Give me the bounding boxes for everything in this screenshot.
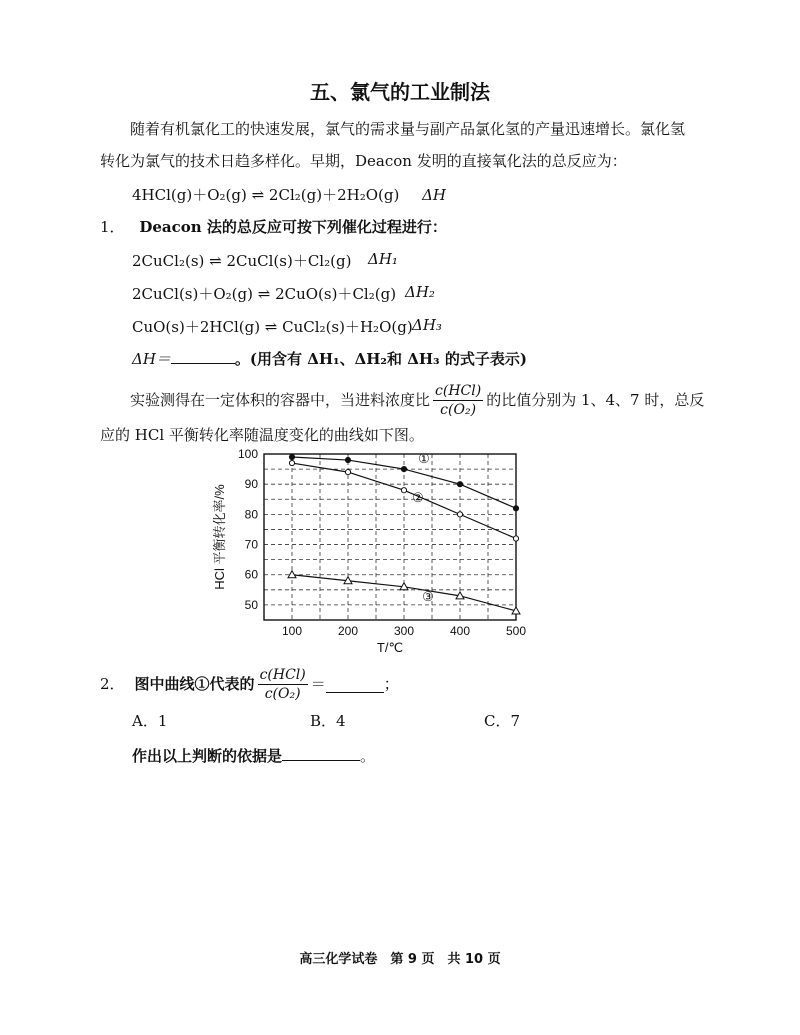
- data-point: [289, 454, 294, 459]
- x-tick-label: 500: [505, 624, 527, 638]
- y-tick-label: 90: [244, 477, 258, 492]
- q2-fraction-denominator: c(O₂): [264, 685, 301, 702]
- y-axis-label: HCl 平衡转化率/%: [212, 484, 227, 590]
- q2-fraction-numerator: c(HCl): [259, 666, 306, 683]
- dh-suffix: 。(用含有 ΔH₁、ΔH₂和 ΔH₃ 的式子表示): [234, 350, 527, 368]
- step-2-dh: ΔH₂: [405, 283, 435, 301]
- x-tick-label: 400: [449, 624, 471, 638]
- question-1-number: 1．: [100, 218, 125, 236]
- q2-end: ；: [383, 675, 399, 693]
- data-point: [401, 466, 406, 471]
- data-point: [288, 571, 296, 578]
- x-tick-label: 300: [393, 624, 415, 638]
- option-c[interactable]: C．7: [484, 712, 521, 730]
- main-equation: [132, 184, 446, 205]
- experiment-text-b: 的比值分别为 1、4、7 时，总反: [486, 391, 705, 409]
- experiment-text-line: [130, 378, 704, 422]
- step-3-formula: CuO(s)＋2HCl(g) ⇌ CuCl₂(s)＋H₂O(g): [132, 318, 413, 336]
- data-point: [513, 506, 518, 511]
- series-label: ③: [422, 588, 434, 604]
- option-a[interactable]: A．1: [132, 712, 168, 730]
- basis-text: 作出以上判断的依据是: [132, 747, 283, 765]
- question-2: [100, 662, 399, 706]
- concentration-ratio-fraction: [433, 382, 483, 419]
- data-point: [513, 536, 518, 541]
- intro-line-1: 随着有机氯化工的快速发展，氯气的需求量与副产品氯化氢的产量迅速增长。氯化氢: [130, 120, 686, 138]
- q2-equals: ＝: [310, 675, 326, 693]
- basis-line: [132, 744, 375, 767]
- chart-labels: [212, 447, 526, 655]
- plot-frame: [264, 454, 516, 620]
- experiment-text-c: 应的 HCl 平衡转化率随温度变化的曲线如下图。: [100, 426, 424, 444]
- series-label: ②: [412, 490, 424, 506]
- step-3-dh: ΔH₃: [412, 316, 442, 334]
- x-tick-label: 200: [337, 624, 359, 638]
- section-title: 五、氯气的工业制法: [310, 80, 490, 104]
- y-tick-label: 60: [244, 567, 258, 582]
- data-point: [401, 488, 406, 493]
- page-footer: 高三化学试卷 第 9 页 共 10 页: [299, 952, 501, 967]
- data-point: [345, 470, 350, 475]
- question-2-number: 2．: [100, 675, 125, 693]
- series-label: ①: [418, 451, 430, 467]
- y-tick-label: 70: [244, 537, 258, 552]
- step-2-equation: [132, 283, 396, 304]
- dh-prefix: ΔH＝: [132, 350, 171, 368]
- step-1-dh: ΔH₁: [368, 250, 398, 268]
- chart-grid: [264, 454, 516, 620]
- fraction-numerator: c(HCl): [435, 382, 482, 399]
- y-tick-label: 50: [244, 597, 258, 612]
- x-tick-label: 100: [281, 624, 303, 638]
- data-point: [289, 460, 294, 465]
- question-1-text: Deacon 法的总反应可按下列催化过程进行：: [139, 218, 447, 236]
- basis-answer-blank[interactable]: [282, 744, 360, 761]
- x-axis-label: T/℃: [376, 640, 404, 655]
- option-b[interactable]: B．4: [310, 712, 346, 730]
- q2-answer-blank[interactable]: [326, 676, 384, 693]
- y-tick-label: 100: [237, 447, 258, 461]
- data-point: [345, 457, 350, 462]
- data-point: [457, 512, 462, 517]
- main-equation-dh: ΔH: [422, 186, 447, 204]
- fraction-denominator: c(O₂): [440, 401, 477, 418]
- experiment-text-a: 实验测得在一定体积的容器中，当进料浓度比: [130, 391, 431, 409]
- data-point: [457, 482, 462, 487]
- y-tick-label: 80: [244, 507, 258, 522]
- intro-line-2: 转化为氯气的技术日趋多样化。早期，Deacon 发明的直接氧化法的总反应为：: [100, 152, 627, 170]
- question-1: [100, 216, 447, 238]
- q2-ratio-fraction: [258, 666, 308, 703]
- step-1-equation: [132, 250, 351, 271]
- step-1-formula: 2CuCl₂(s) ⇌ 2CuCl(s)＋Cl₂(g): [132, 252, 352, 270]
- basis-end: 。: [360, 747, 376, 765]
- question-2-text: 图中曲线①代表的: [134, 675, 255, 693]
- step-3-equation: [132, 316, 413, 337]
- dh-expression-line: [132, 347, 527, 369]
- step-2-formula: 2CuCl(s)＋O₂(g) ⇌ 2CuO(s)＋Cl₂(g): [132, 285, 397, 303]
- main-equation-formula: 4HCl(g)＋O₂(g) ⇌ 2Cl₂(g)＋2H₂O(g): [132, 186, 400, 204]
- dh-answer-blank[interactable]: [171, 347, 235, 364]
- chart-axes: [264, 454, 516, 620]
- conversion-rate-chart: [200, 440, 540, 655]
